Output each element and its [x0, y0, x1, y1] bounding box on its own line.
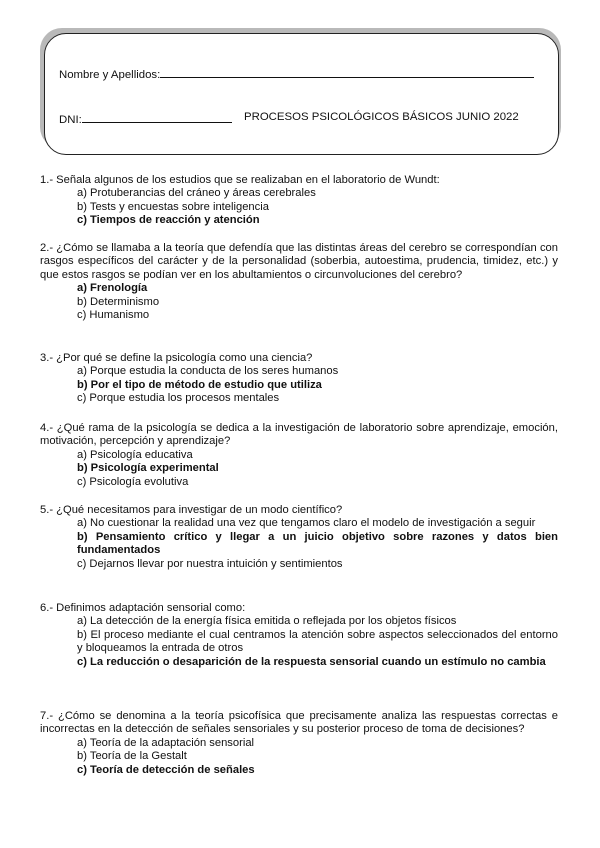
question-7: [40, 710, 558, 777]
question-1: [40, 174, 558, 228]
option-c: c) Porque estudia los procesos mentales: [77, 392, 280, 405]
question-stem: 5.- ¿Qué necesitamos para investigar de un modo científico?: [40, 504, 343, 516]
dni-row: [59, 111, 232, 127]
option-c: c) Dejarnos llevar por nuestra intuición y sentimientos: [77, 557, 343, 570]
question-3: [40, 352, 558, 406]
dni-field[interactable]: [82, 111, 232, 123]
question-2: [40, 242, 558, 322]
option-a: a) No cuestionar la realidad una vez que tengamos claro el modelo de investigación a seguir: [77, 517, 536, 530]
option-c-correct: c) Tiempos de reacción y atención: [77, 214, 260, 227]
option-b-correct: b) Por el tipo de método de estudio que utiliza: [77, 378, 322, 391]
name-label: Nombre y Apellidos:: [59, 69, 161, 81]
header-box: [44, 33, 559, 155]
option-b: b) Teoría de la Gestalt: [77, 750, 187, 763]
question-5: [40, 504, 558, 571]
option-b-correct: b) Psicología experimental: [77, 462, 219, 475]
name-row: [59, 66, 534, 82]
option-a: a) Protuberancias del cráneo y áreas cerebrales: [77, 187, 316, 200]
question-stem: 6.- Definimos adaptación sensorial como:: [40, 602, 246, 614]
option-a: a) La detección de la energía física emitida o reflejada por los objetos físicos: [77, 615, 457, 628]
option-a-correct: a) Frenología: [77, 282, 148, 295]
option-b: b) El proceso mediante el cual centramos la atención sobre aspectos seleccionados del entorno y bloqueamos la entrada de otros: [77, 628, 558, 655]
dni-label: DNI:: [59, 114, 82, 126]
name-field[interactable]: [160, 66, 534, 78]
option-a: a) Porque estudia la conducta de los seres humanos: [77, 365, 339, 378]
question-stem: 4.- ¿Qué rama de la psicología se dedica a la investigación de laboratorio sobre aprendizaje, emoción, motivación, percepción y aprendizaje?: [40, 422, 558, 448]
option-c-correct: c) La reducción o desaparición de la respuesta sensorial cuando un estímulo no cambia: [77, 655, 546, 668]
question-stem: 2.- ¿Cómo se llamaba a la teoría que defendía que las distintas áreas del cerebro se correspondían con rasgos específicos del carácter y de la personalidad (soberbia, autoestima, prudencia, timidez, etc.) y que estos rasgos se podían ver en los abultamientos o circunvoluciones del cerebro?: [40, 242, 558, 281]
question-4: [40, 422, 558, 489]
question-stem: 3.- ¿Por qué se define la psicología como una ciencia?: [40, 352, 313, 364]
question-stem: 7.- ¿Cómo se denomina a la teoría psicofísica que precisamente analiza las respuestas correctas e incorrectas en la detección de señales sensoriales y su posterior proceso de toma de decisiones?: [40, 710, 558, 736]
option-b-correct: b) Pensamiento crítico y llegar a un juicio objetivo sobre razones y datos bien fundamentados: [77, 530, 558, 557]
option-a: a) Psicología educativa: [77, 448, 193, 461]
question-6: [40, 602, 558, 669]
exam-title: PROCESOS PSICOLÓGICOS BÁSICOS JUNIO 2022: [244, 111, 519, 123]
option-b: b) Determinismo: [77, 295, 160, 308]
option-c: c) Psicología evolutiva: [77, 475, 189, 488]
question-stem: 1.- Señala algunos de los estudios que se realizaban en el laboratorio de Wundt:: [40, 174, 440, 186]
option-c: c) Humanismo: [77, 309, 150, 322]
option-a: a) Teoría de la adaptación sensorial: [77, 736, 255, 749]
option-c-correct: c) Teoría de detección de señales: [77, 763, 255, 776]
option-b: b) Tests y encuestas sobre inteligencia: [77, 200, 269, 213]
